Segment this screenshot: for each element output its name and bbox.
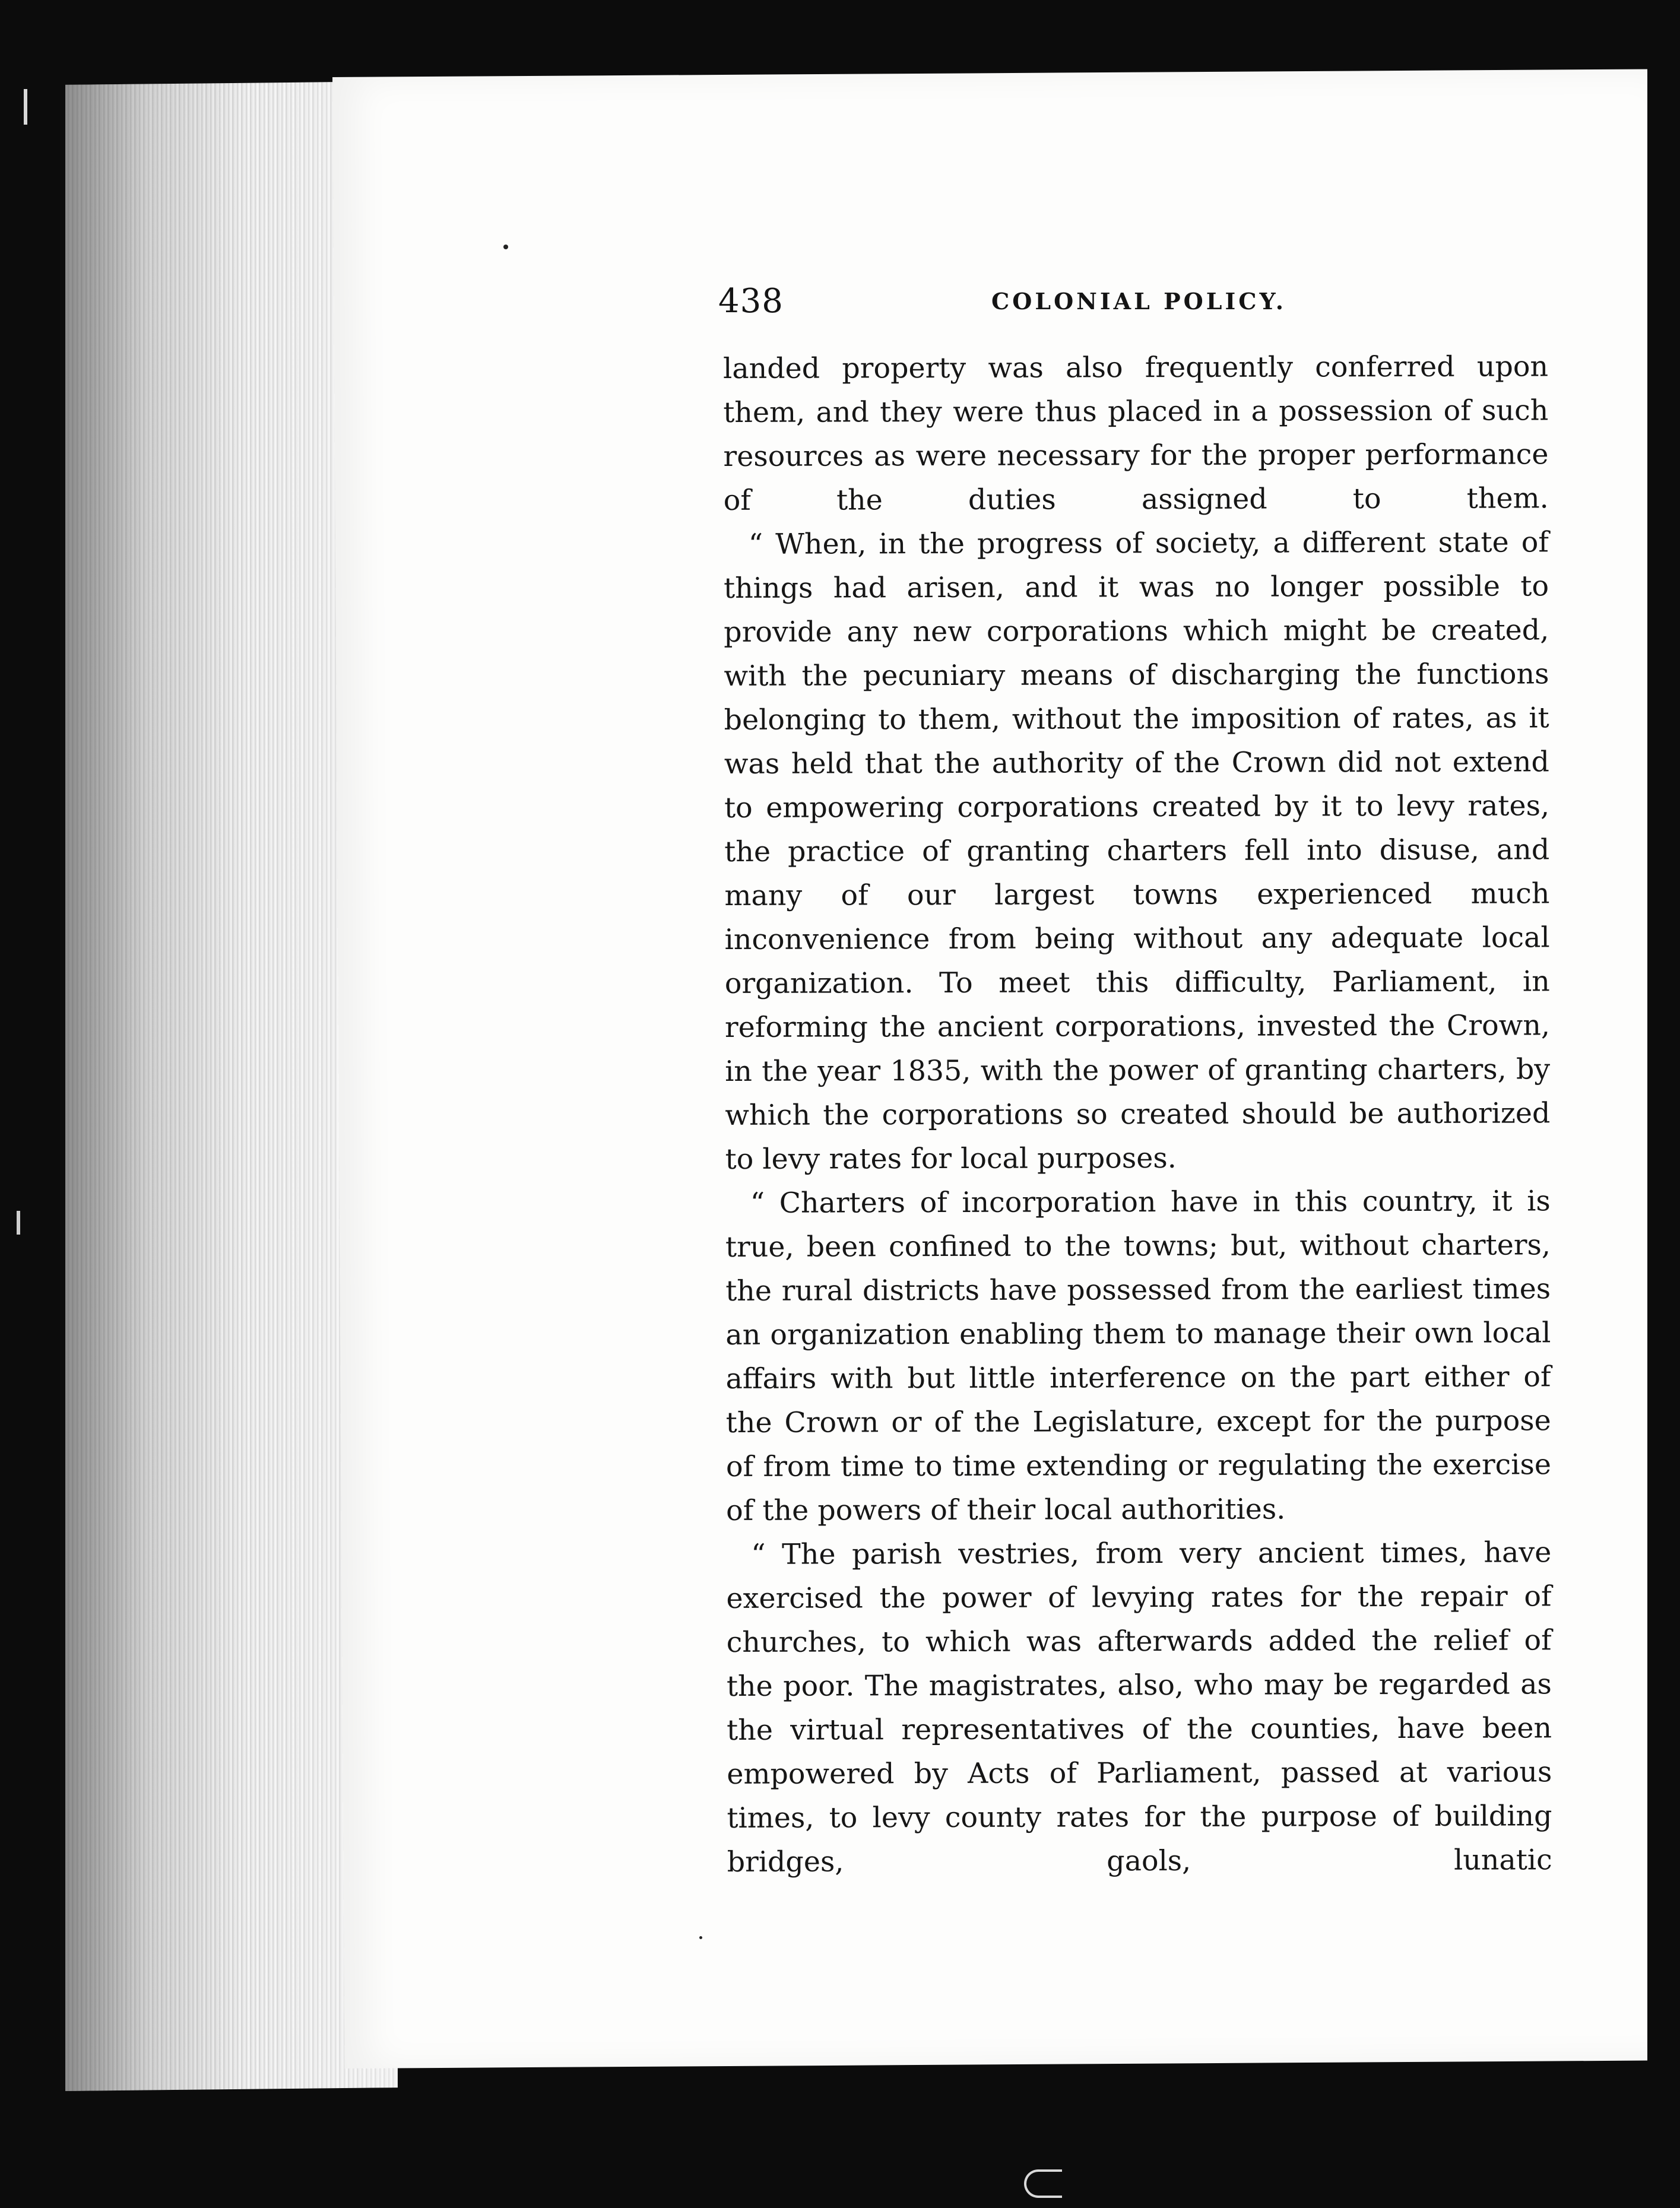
paragraph: landed property was also frequently conferred upon them, and they were thus placed in a possession of such resources as were necessary for the proper performance of the duties assigned to them. xyxy=(723,350,1549,517)
page-number: 438 xyxy=(718,282,784,321)
paragraph: “ The parish vestries, from very ancient times, have exercised the power of levying rates for the repair of churches, to which was afterwards added the relief of the poor. The magistrates, also, who may be regarded as the virtual representatives of the counties, have been empowered by Acts of Parliament, passed at various times, to levy county rates for the purpose of building bridges, gaols, lunatic xyxy=(726,1536,1552,1879)
scan-artifact xyxy=(1024,2169,1062,2198)
scan-edge-mark xyxy=(24,89,27,125)
paragraph: “ Charters of incorporation have in this country, it is true, been confined to the towns; but, without charters, the rural districts have possessed from the earliest times an organization enabling them to manage their own local affairs with but little interference on the part either of the Crown or of the Legislature, except for the purpose of from time to time extending or regulating the exercise of the powers of their local authorities. xyxy=(725,1185,1552,1527)
running-title: COLONIAL POLICY. xyxy=(991,288,1286,315)
paragraph: “ When, in the progress of society, a different state of things had arisen, and it was no longer possible to provide any new corporations which might be created, with the pecuniary means of discharging the functions belonging to them, without the imposition of rates, as it was held that the authority of the Crown did not extend to empowering corporations created by it to levy rates, the practice of granting charters fell into disuse, and many of our largest towns experienced much inconvenience from being without any adequate local organization. To meet this difficulty, Parliament, in reforming the ancient corporations, invested the Crown, in the year 1835, with the power of granting charters, by which the corporations so created should be authorized to levy rates for local purposes. xyxy=(723,526,1551,1176)
ink-speck xyxy=(503,245,508,249)
body-text xyxy=(723,345,1552,1885)
ink-speck xyxy=(699,1936,702,1939)
scan-border xyxy=(1647,0,1680,2208)
running-header xyxy=(718,282,1288,323)
scan-edge-mark xyxy=(17,1211,20,1235)
